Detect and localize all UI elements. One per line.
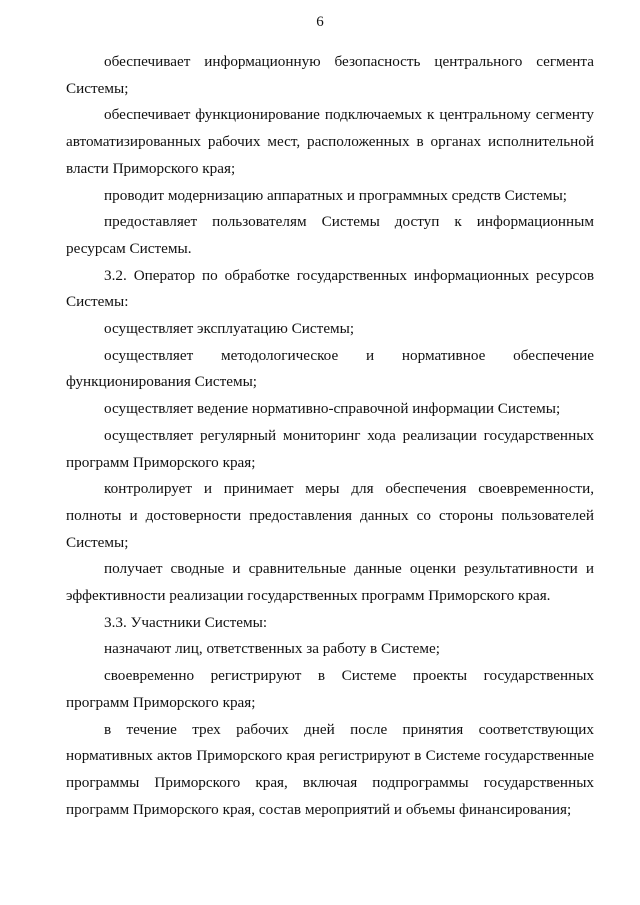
paragraph-control: контролирует и принимает меры для обеспечения своевременности, полноты и достоверности предоставления данных со стороны пользователей Системы; [66, 480, 594, 551]
paragraph-modernization: проводит модернизацию аппаратных и программных средств Системы; [104, 186, 567, 204]
paragraph-workstations: обеспечивает функционирование подключаемых к центральному сегменту автоматизированных рабочих мест, расположенных в органах исполнительной власти Приморского края; [66, 106, 594, 177]
page-number: 6 [316, 14, 324, 30]
section-3-3-heading: 3.3. Участники Системы: [104, 613, 268, 631]
paragraph-responsible-persons: назначают лиц, ответственных за работу в Системе; [104, 640, 440, 658]
paragraph-register-programs: в течение трех рабочих дней после принятия соответствующих нормативных актов Приморского края регистрируют в Системе государственные программы Приморского края, включая подпрограммы государственных программ Приморского края, состав мероприятий и объемы финансирования; [66, 720, 594, 818]
paragraph-security: обеспечивает информационную безопасность центрального сегмента Системы; [66, 53, 594, 97]
document-body [66, 49, 594, 823]
paragraph-register-drafts: своевременно регистрируют в Системе проекты государственных программ Приморского края; [66, 667, 594, 711]
section-3-2-heading: 3.2. Оператор по обработке государственных информационных ресурсов Системы: [66, 266, 594, 311]
paragraph-user-access: предоставляет пользователям Системы доступ к информационным ресурсам Системы. [66, 213, 594, 257]
paragraph-monitoring: осуществляет регулярный мониторинг хода реализации государственных программ Приморского края; [66, 426, 594, 471]
paragraph-operation: осуществляет эксплуатацию Системы; [104, 320, 355, 338]
paragraph-methodology: осуществляет методологическое и нормативное обеспечение функционирования Системы; [66, 346, 594, 391]
paragraph-evaluation-data: получает сводные и сравнительные данные оценки результативности и эффективности реализации государственных программ Приморского края. [66, 560, 594, 605]
paragraph-reference-info: осуществляет ведение нормативно-справочной информации Системы; [104, 400, 561, 418]
